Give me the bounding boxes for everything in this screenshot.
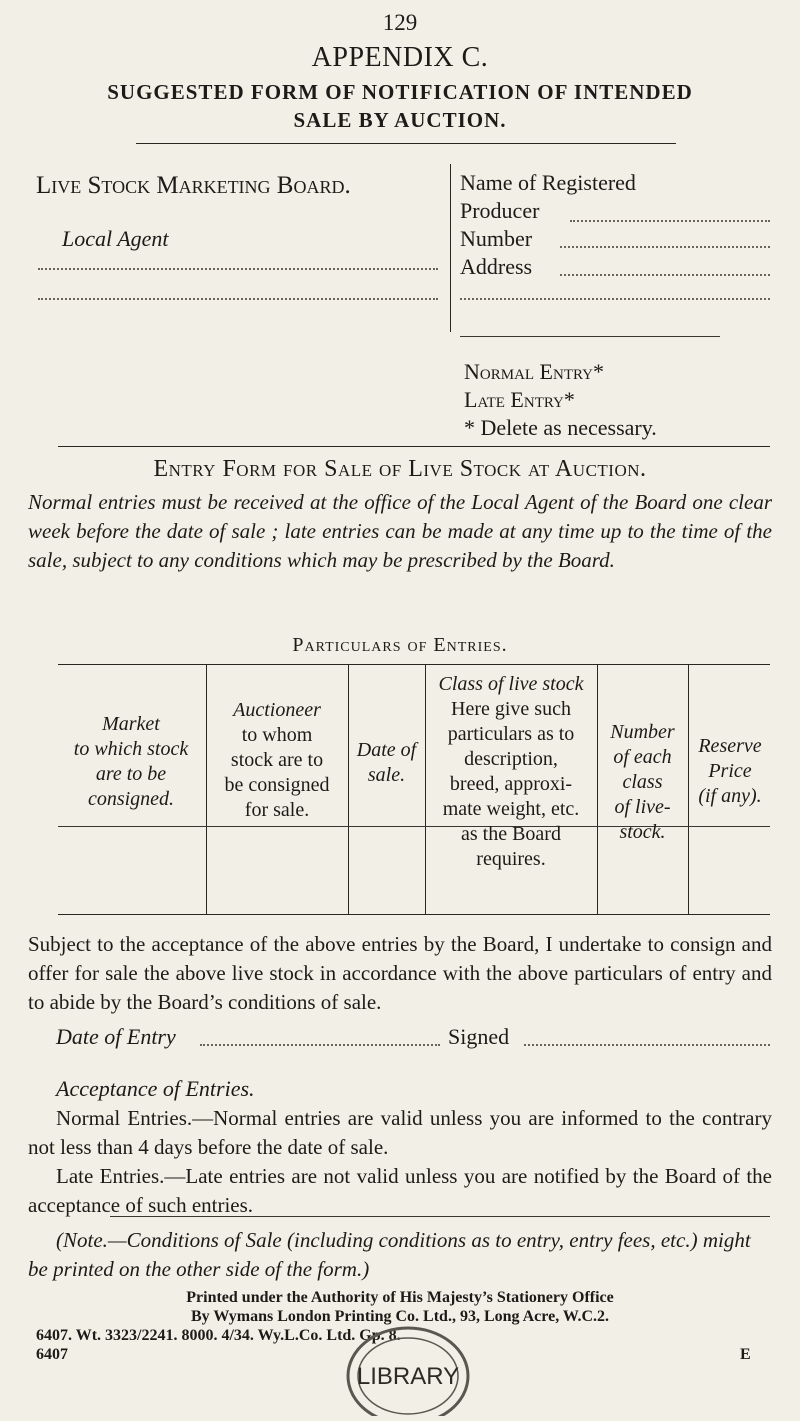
divider	[136, 143, 676, 144]
imprint-code: 6407	[36, 1346, 68, 1363]
date-of-entry-field[interactable]	[200, 1044, 440, 1046]
library-stamp-graphic	[340, 1318, 476, 1416]
late-entries-text: Late Entries.—Late entries are not valid unless you are notified by the Board of the acceptance of such entries.	[28, 1164, 772, 1217]
normal-entries-text: Normal Entries.—Normal entries are valid unless you are informed to the contrary not less than 4 days before the date of sale.	[28, 1106, 772, 1159]
particulars-title: Particulars of Entries.	[292, 634, 508, 656]
number-label: Number	[460, 226, 533, 251]
entry-type-divider	[460, 336, 720, 337]
col-number-of-each-class: Number of each class of live- stock.	[610, 721, 675, 843]
address-field-line2[interactable]	[460, 298, 770, 300]
date-of-entry-label: Date of Entry	[56, 1024, 176, 1049]
number-field[interactable]	[560, 246, 770, 248]
local-agent-field[interactable]	[38, 268, 438, 270]
imprint-line3: 6407. Wt. 3323/2241. 8000. 4/34. Wy.L.Co. Ltd. Gp. 8.	[36, 1327, 401, 1344]
producer-label: Producer	[460, 198, 540, 223]
block-divider	[450, 164, 451, 332]
entry-form-intro: Normal entries must be received at the office of the Local Agent of the Board one clear week before the date of sale ; late entries can be made at any time up to the time of the sale, subject to any conditions which may be prescribed by the Board.	[28, 490, 772, 572]
entry-form-title: Entry Form for Sale of Live Stock at Auction.	[153, 456, 647, 482]
acceptance-heading: Acceptance of Entries.	[56, 1076, 255, 1101]
normal-entry-option[interactable]: Normal Entry*	[464, 359, 605, 384]
library-stamp-text: LIBRARY	[356, 1363, 460, 1390]
col-class-of-live-stock: Class of live stock Here give such particulars as to description, breed, approxi- mate weight, etc. as the Board requires.	[438, 673, 584, 870]
divider	[110, 1216, 770, 1217]
address-field[interactable]	[560, 274, 770, 276]
producer-field[interactable]	[570, 220, 770, 222]
conditions-note: (Note.—Conditions of Sale (including conditions as to entry, entry fees, etc.) might be printed on the other side of the form.)	[28, 1228, 751, 1281]
entry-type-options	[460, 358, 657, 442]
undertaking-text: Subject to the acceptance of the above entries by the Board, I undertake to consign and offer for sale the above live stock in accordance with the above particulars of entry and to abide by the Board’s conditions of sale.	[28, 932, 772, 1014]
sheet-letter: E	[740, 1346, 751, 1363]
form-title	[28, 78, 772, 134]
appendix-heading: APPENDIX C.	[311, 42, 489, 73]
imprint-line2: By Wymans London Printing Co. Ltd., 93, Long Acre, W.C.2.	[190, 1308, 609, 1325]
delete-note: * Delete as necessary.	[464, 415, 657, 440]
library-stamp	[340, 1318, 476, 1416]
divider	[58, 446, 770, 447]
col-reserve-price: Reserve Price (if any).	[698, 735, 762, 807]
address-label: Address	[460, 254, 533, 279]
board-name: Live Stock Marketing Board.	[36, 172, 351, 199]
late-entry-option[interactable]: Late Entry*	[464, 387, 575, 412]
table-bottom-rule	[58, 914, 770, 915]
imprint-line1: Printed under the Authority of His Majesty’s Stationery Office	[186, 1289, 614, 1306]
col-date-of-sale: Date of sale.	[356, 739, 417, 786]
col-market: Market to which stock are to be consigned.	[73, 713, 189, 810]
signature-field[interactable]	[524, 1044, 770, 1046]
form-title-line2: SALE BY AUCTION.	[293, 108, 507, 132]
table-col-divider	[348, 664, 349, 914]
registered-producer-label: Name of Registered	[460, 170, 636, 195]
col-auctioneer: Auctioneer to whom stock are to be consigned for sale.	[224, 699, 330, 821]
local-agent-label: Local Agent	[62, 226, 169, 251]
local-agent-field-line2[interactable]	[38, 298, 438, 300]
signed-label: Signed	[448, 1024, 510, 1049]
form-title-line1: SUGGESTED FORM OF NOTIFICATION OF INTENDED	[107, 80, 693, 104]
page-number: 129	[382, 10, 418, 35]
table-top-rule	[58, 664, 770, 665]
